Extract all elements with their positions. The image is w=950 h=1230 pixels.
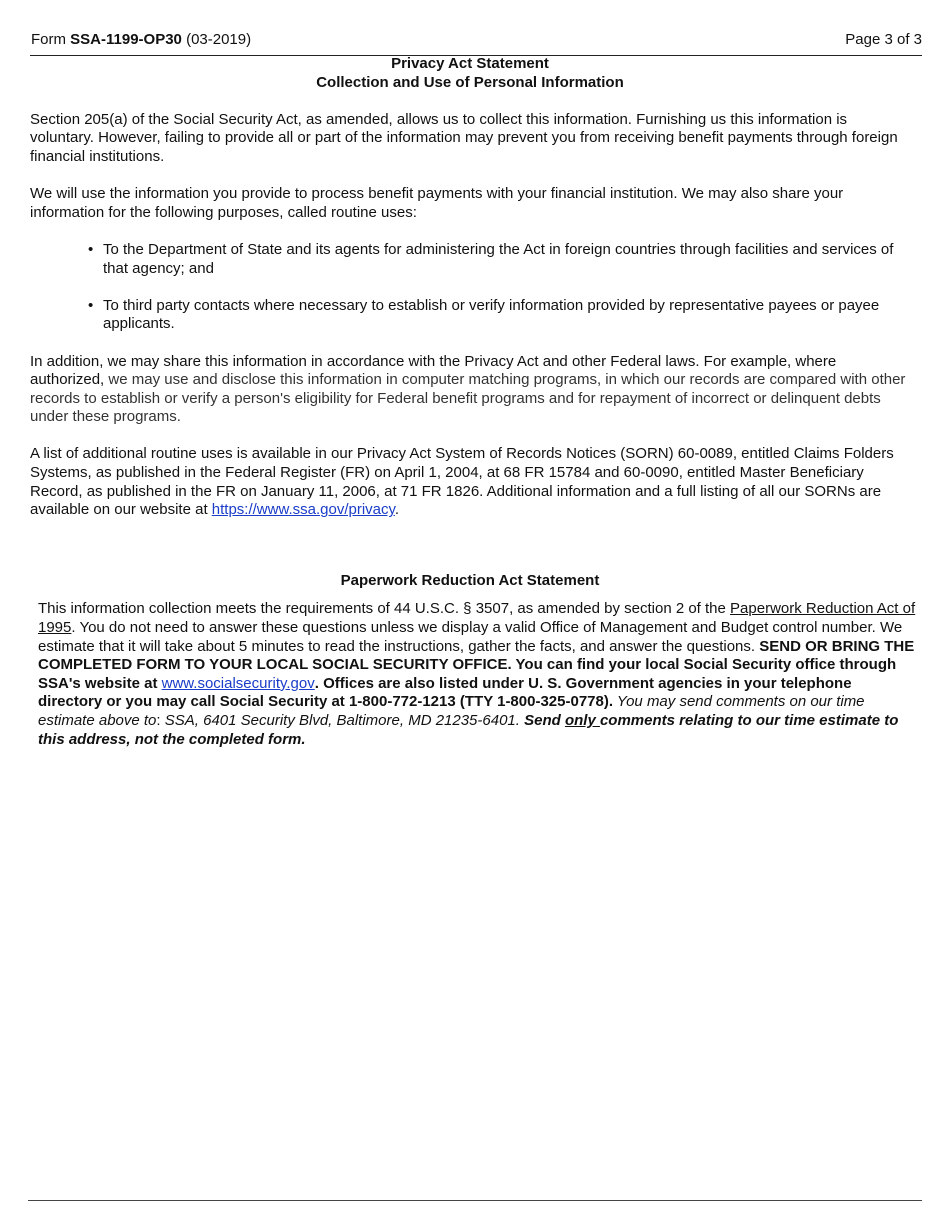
paperwork-colon: : xyxy=(156,712,165,729)
paperwork-bold-italic-1: Send xyxy=(524,712,565,729)
paragraph-3-rest: we may use and disclose this information in computer matching programs, in which our records are compared with other records to establish or verify a person's eligibility for Federal benefit programs and for repayment of incorrect or delinquent debts under these programs. xyxy=(30,371,906,426)
privacy-title xyxy=(30,55,910,92)
footer-rule xyxy=(28,1200,922,1201)
form-header xyxy=(30,31,922,56)
ssa-name: SSA xyxy=(164,712,195,729)
paperwork-bold-1: SEND OR BRING THE COMPLETED FORM TO YOUR LOCAL SOCIAL SECURITY OFFICE. You can find your local Social Security office through SSA's website at xyxy=(38,637,915,692)
paperwork-italic-1: You may send comments on our time estimate above to xyxy=(38,693,865,729)
document-body xyxy=(30,55,916,749)
form-identifier xyxy=(31,31,251,50)
act-name: Paperwork Reduction Act of 1995 xyxy=(38,600,916,637)
privacy-paragraph-2: We will use the information you provide to process benefit payments with your financial institution. We may also share your information for the following purposes, called routine uses: xyxy=(30,185,844,221)
ssa-address: , 6401 Security Blvd, Baltimore, MD 21235-6401. xyxy=(194,712,525,729)
paperwork-bold-italic-2: comments relating to our time estimate to this address, not the completed form. xyxy=(38,712,899,748)
form-date: (03-2019) xyxy=(181,31,252,48)
list-item: • To the Department of State and its agents for administering the Act in foreign countries through facilities and services of that agency; and xyxy=(88,241,910,278)
privacy-paragraph-4 xyxy=(30,445,910,519)
paperwork-paragraph xyxy=(38,600,916,749)
privacy-link[interactable]: https://www.ssa.gov/privacy xyxy=(211,501,395,519)
paperwork-title: Paperwork Reduction Act Statement xyxy=(340,571,600,589)
form-prefix: Form xyxy=(31,31,71,48)
paperwork-text-1: This information collection meets the requirements of 44 U.S.C. § 3507, as amended by section 2 of the xyxy=(38,600,731,618)
paragraph-4-end: . xyxy=(394,501,400,519)
paragraph-4-text: A list of additional routine uses is available in our Privacy Act System of Records Notices (SORN) 60-0089, entitled Claims Folders Systems, as published in the Federal Register (FR) on April 1, 2004, at 68 FR 15784 and 60-0090, entitled Master Beneficiary Record, as published in the FR on January 11, 2006, at 71 FR 1826. Additional information and a full listing of all our SORNs are available on our website at xyxy=(30,445,894,519)
form-number: SSA-1199-OP30 xyxy=(70,31,182,48)
paperwork-bold-2: . Offices are also listed under U. S. Government agencies in your telephone directory or you may call Social Security at 1-800-772-1213 (TTY 1-800-325-0778). xyxy=(38,674,852,711)
page-number: Page 3 of 3 xyxy=(845,31,922,48)
privacy-title-line1: Privacy Act Statement xyxy=(391,55,549,72)
only-emphasis: only xyxy=(564,712,600,729)
list-item: • To third party contacts where necessary to establish or verify information provided by representative payees or payee applicants. xyxy=(88,297,910,334)
routine-uses-list xyxy=(30,241,910,334)
privacy-paragraph-3 xyxy=(30,353,910,427)
paragraph-3-start: In addition, we may share this information in accordance with the Privacy Act and other Federal laws. For example, where authorized, xyxy=(30,352,837,389)
privacy-paragraph-1: Section 205(a) of the Social Security Act, as amended, allows us to collect this information. Furnishing us this information is voluntary. However, failing to provide all or part of the information may prevent you from receiving benefit payments through foreign financial institutions. xyxy=(30,110,898,165)
privacy-title-line2: Collection and Use of Personal Information xyxy=(316,73,624,91)
website-link[interactable]: www.socialsecurity.gov xyxy=(161,674,315,692)
paperwork-text-2: . You do not need to answer these questions unless we display a valid Office of Management and Budget control number. We estimate that it will take about 5 minutes to read the instructions, gather the facts, and answer the questions. xyxy=(38,619,903,655)
